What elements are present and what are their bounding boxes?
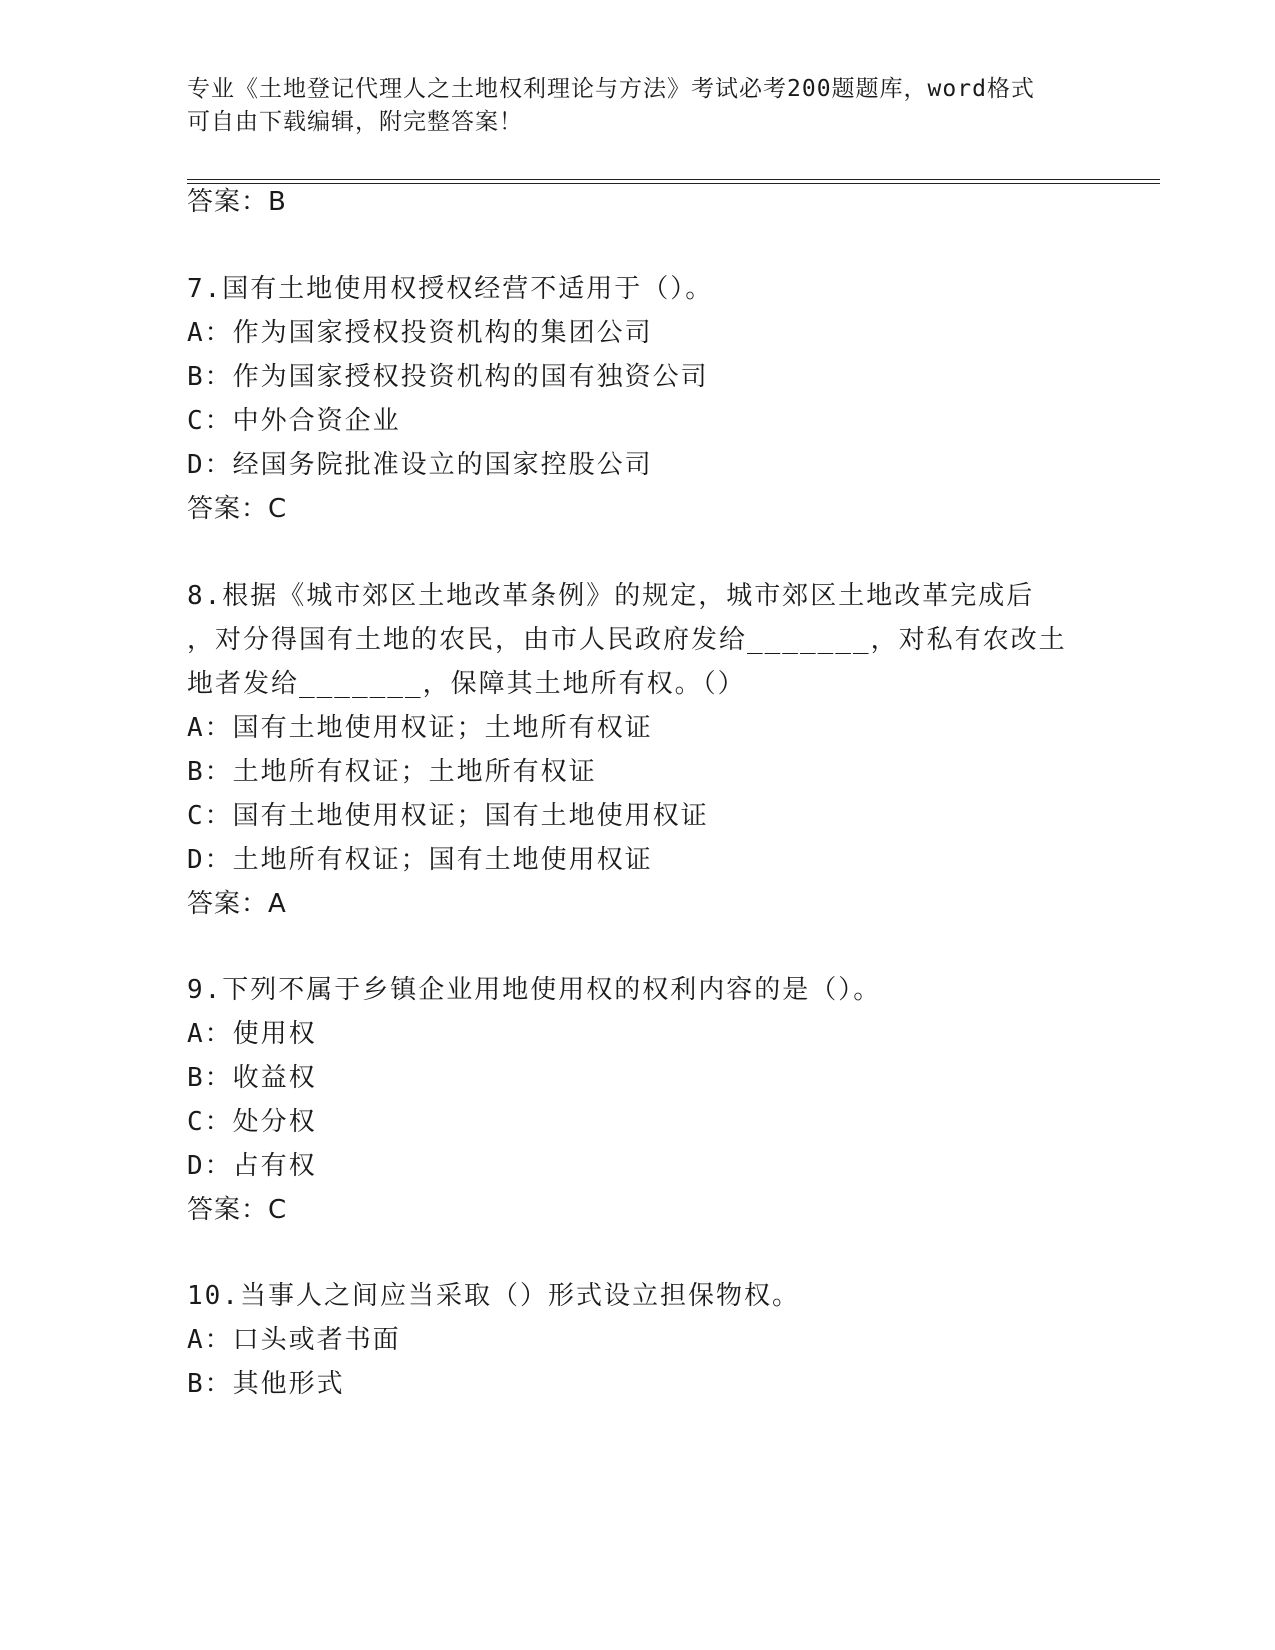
answer-text: 答案：B <box>187 187 287 217</box>
answer-text: 答案：C <box>187 1195 288 1225</box>
question-stem: 10.当事人之间应当采取（）形式设立担保物权。 <box>187 1281 800 1311</box>
document-header <box>187 73 1087 139</box>
option-d: D：土地所有权证；国有土地使用权证 <box>187 845 653 875</box>
question-stem: 9.下列不属于乡镇企业用地使用权的权利内容的是（）。 <box>187 975 882 1005</box>
option-a: A：使用权 <box>187 1019 317 1049</box>
option-d: D：占有权 <box>187 1151 317 1181</box>
option-b: B：土地所有权证；土地所有权证 <box>187 757 597 787</box>
option-b: B：收益权 <box>187 1063 317 1093</box>
question-stem: 地者发给_______，保障其土地所有权。（） <box>187 669 746 699</box>
header-divider <box>187 179 1160 184</box>
option-b: B：其他形式 <box>187 1369 345 1399</box>
option-d: D：经国务院批准设立的国家控股公司 <box>187 450 653 480</box>
option-a: A：作为国家授权投资机构的集团公司 <box>187 318 653 348</box>
option-c: C：国有土地使用权证；国有土地使用权证 <box>187 801 709 831</box>
question-stem: 8.根据《城市郊区土地改革条例》的规定，城市郊区土地改革完成后 <box>187 581 1035 611</box>
answer-text: 答案：A <box>187 889 287 919</box>
header-line-2: 可自由下载编辑，附完整答案！ <box>187 109 523 135</box>
header-line-1: 专业《土地登记代理人之土地权利理论与方法》考试必考200题题库，word格式 <box>187 76 1035 102</box>
option-a: A：国有土地使用权证；土地所有权证 <box>187 713 653 743</box>
option-c: C：中外合资企业 <box>187 406 401 436</box>
option-c: C：处分权 <box>187 1107 317 1137</box>
option-a: A：口头或者书面 <box>187 1325 401 1355</box>
answer-text: 答案：C <box>187 494 288 524</box>
option-b: B：作为国家授权投资机构的国有独资公司 <box>187 362 709 392</box>
question-stem: ，对分得国有土地的农民，由市人民政府发给_______，对私有农改土 <box>187 625 1067 655</box>
question-stem: 7.国有土地使用权授权经营不适用于（）。 <box>187 274 714 304</box>
